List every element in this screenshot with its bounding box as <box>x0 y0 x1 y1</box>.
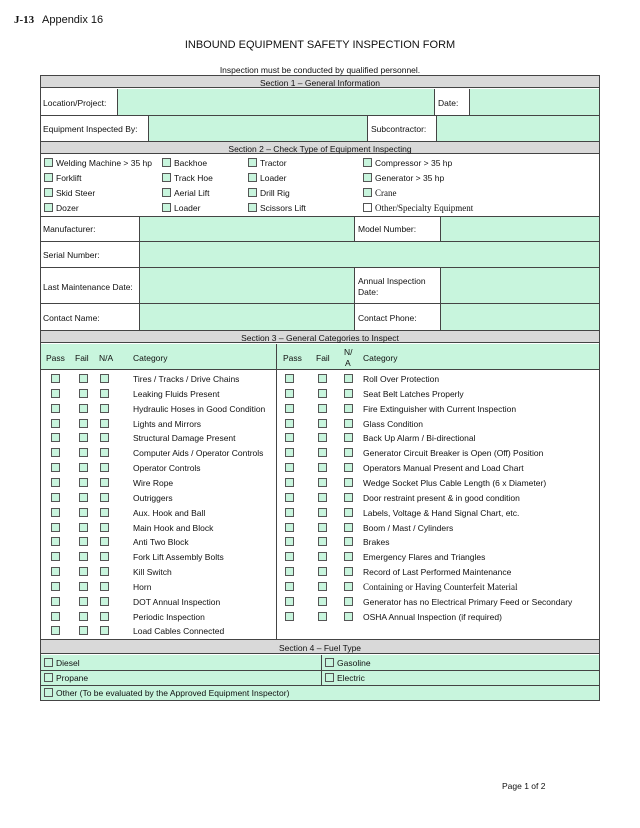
na-checkbox[interactable] <box>344 552 353 561</box>
row-divider <box>41 685 599 686</box>
pass-checkbox[interactable] <box>51 433 60 442</box>
inspection-category-label: Glass Condition <box>363 418 424 429</box>
loader-checkbox[interactable] <box>162 203 171 212</box>
pass-checkbox[interactable] <box>285 404 294 413</box>
welding-machine-checkbox[interactable] <box>44 158 53 167</box>
skid-steer-checkbox[interactable] <box>44 188 53 197</box>
na-checkbox[interactable] <box>344 389 353 398</box>
na-checkbox[interactable] <box>344 582 353 591</box>
na-checkbox[interactable] <box>100 404 109 413</box>
date-field[interactable] <box>469 89 599 115</box>
na-header: N/A <box>99 353 114 363</box>
na-checkbox[interactable] <box>344 508 353 517</box>
fail-checkbox[interactable] <box>318 523 327 532</box>
inspection-category-label: Periodic Inspection <box>133 611 205 622</box>
na-checkbox[interactable] <box>344 374 353 383</box>
na-checkbox[interactable] <box>100 478 109 487</box>
annual-inspection-label: Annual Inspection <box>358 276 426 286</box>
fail-checkbox[interactable] <box>79 463 88 472</box>
na-checkbox[interactable] <box>100 582 109 591</box>
inspection-category-label: Load Cables Connected <box>133 626 225 637</box>
pass-checkbox[interactable] <box>51 523 60 532</box>
na-checkbox[interactable] <box>100 537 109 546</box>
inspection-category-label: OSHA Annual Inspection (if required) <box>363 611 502 622</box>
inspection-category-label: Seat Belt Latches Properly <box>363 388 464 399</box>
scissors-lift-checkbox[interactable] <box>248 203 257 212</box>
fail-checkbox[interactable] <box>79 597 88 606</box>
location-label: Location/Project: <box>43 98 107 108</box>
pass-header-right: Pass <box>283 353 302 363</box>
inspection-category-label: Wire Rope <box>133 477 174 488</box>
compressor-checkbox[interactable] <box>363 158 372 167</box>
inspection-category-label: Fork Lift Assembly Bolts <box>133 552 224 563</box>
fail-checkbox[interactable] <box>79 478 88 487</box>
pass-checkbox[interactable] <box>285 419 294 428</box>
pass-checkbox[interactable] <box>51 508 60 517</box>
pass-checkbox[interactable] <box>285 508 294 517</box>
serial-number-label: Serial Number: <box>43 250 100 260</box>
fail-checkbox[interactable] <box>318 582 327 591</box>
equipment-type-label: Track Hoe <box>174 173 213 183</box>
equipment-type-label: Tractor <box>260 158 287 168</box>
annual-inspection-field[interactable] <box>440 268 599 303</box>
fail-checkbox[interactable] <box>79 493 88 502</box>
equipment-type-label: Backhoe <box>174 158 208 168</box>
pass-checkbox[interactable] <box>285 493 294 502</box>
contact-name-field[interactable] <box>139 304 355 330</box>
pass-checkbox[interactable] <box>285 433 294 442</box>
category-header: Category <box>133 353 168 363</box>
other-specialty-checkbox[interactable] <box>363 203 372 212</box>
na-checkbox[interactable] <box>344 597 353 606</box>
na-checkbox[interactable] <box>344 433 353 442</box>
form-code <box>14 15 34 25</box>
na-checkbox[interactable] <box>344 404 353 413</box>
date-label: Date: <box>438 98 459 108</box>
inspection-category-label: Anti Two Block <box>133 537 189 548</box>
na-checkbox[interactable] <box>344 537 353 546</box>
pass-checkbox[interactable] <box>285 552 294 561</box>
pass-checkbox[interactable] <box>285 389 294 398</box>
na-checkbox[interactable] <box>100 493 109 502</box>
fail-checkbox[interactable] <box>79 626 88 635</box>
na-checkbox[interactable] <box>344 463 353 472</box>
location-field[interactable] <box>117 89 435 115</box>
pass-checkbox[interactable] <box>285 463 294 472</box>
pass-checkbox[interactable] <box>51 612 60 621</box>
electric-checkbox[interactable] <box>325 673 334 682</box>
inspection-category-label: Lights and Mirrors <box>133 418 202 429</box>
equipment-type-label: Other/Specialty Equipment <box>375 203 474 213</box>
na-checkbox[interactable] <box>344 448 353 457</box>
generator-checkbox[interactable] <box>363 173 372 182</box>
page-number: Page 1 of 2 <box>502 781 546 791</box>
electric-label: Electric <box>337 673 365 683</box>
inspection-category-label: Horn <box>133 581 152 592</box>
inspection-category-label: Computer Aids / Operator Controls <box>133 448 264 459</box>
equipment-type-label: Aerial Lift <box>174 188 210 198</box>
pass-checkbox[interactable] <box>51 419 60 428</box>
fail-header: Fail <box>75 353 89 363</box>
loader-2-checkbox[interactable] <box>248 173 257 182</box>
inspection-category-label: Hydraulic Hoses in Good Condition <box>133 403 266 414</box>
inspection-category-label: Containing or Having Counterfeit Material <box>363 581 518 592</box>
fail-checkbox[interactable] <box>79 612 88 621</box>
inspection-category-label: Emergency Flares and Triangles <box>363 552 486 563</box>
pass-checkbox[interactable] <box>285 374 294 383</box>
section2-title: Section 2 – Check Type of Equipment Inspecting <box>228 144 412 154</box>
inspection-category-label: Wedge Socket Plus Cable Length (6 x Diameter) <box>363 477 547 488</box>
pass-checkbox[interactable] <box>51 478 60 487</box>
pass-checkbox[interactable] <box>51 448 60 457</box>
inspection-category-label: Generator has no Electrical Primary Feed or Secondary <box>363 596 573 607</box>
gasoline-label: Gasoline <box>337 658 371 668</box>
subcontractor-field[interactable] <box>436 116 599 141</box>
pass-header: Pass <box>46 353 65 363</box>
na-checkbox[interactable] <box>100 567 109 576</box>
pass-checkbox[interactable] <box>285 567 294 576</box>
equipment-type-label: Loader <box>174 203 201 213</box>
pass-checkbox[interactable] <box>51 626 60 635</box>
na-checkbox[interactable] <box>100 612 109 621</box>
inspection-category-label: Structural Damage Present <box>133 433 236 444</box>
manufacturer-field[interactable] <box>139 217 355 241</box>
equipment-type-label: Compressor > 35 hp <box>375 158 453 168</box>
pass-checkbox[interactable] <box>285 523 294 532</box>
fail-checkbox[interactable] <box>79 389 88 398</box>
last-maintenance-field[interactable] <box>139 268 355 303</box>
pass-checkbox[interactable] <box>51 537 60 546</box>
pass-checkbox[interactable] <box>285 448 294 457</box>
manufacturer-label: Manufacturer: <box>43 224 96 234</box>
qualified-note: Inspection must be conducted by qualified personnel. <box>219 65 421 75</box>
inspection-category-label: Brakes <box>363 537 390 548</box>
na-checkbox[interactable] <box>344 612 353 621</box>
fail-checkbox[interactable] <box>79 419 88 428</box>
equipment-inspected-field[interactable] <box>148 116 368 141</box>
na-checkbox[interactable] <box>344 523 353 532</box>
inspection-category-label: Main Hook and Block <box>133 522 214 533</box>
fail-checkbox[interactable] <box>318 433 327 442</box>
na-checkbox[interactable] <box>100 419 109 428</box>
fail-checkbox[interactable] <box>318 612 327 621</box>
equipment-inspected-label: Equipment Inspected By: <box>43 124 138 134</box>
annual-inspection-label-date: Date: <box>358 287 379 297</box>
fail-checkbox[interactable] <box>318 404 327 413</box>
equipment-type-label: Drill Rig <box>260 188 290 198</box>
equipment-type-label: Welding Machine > 35 hp <box>56 158 153 168</box>
na-checkbox[interactable] <box>100 374 109 383</box>
form-code-text: J-13 <box>14 14 35 26</box>
pass-checkbox[interactable] <box>285 537 294 546</box>
fail-checkbox[interactable] <box>318 567 327 576</box>
fail-checkbox[interactable] <box>79 508 88 517</box>
other-fuel-checkbox[interactable] <box>44 688 53 697</box>
row-divider <box>41 670 599 671</box>
fail-checkbox[interactable] <box>318 552 327 561</box>
pass-checkbox[interactable] <box>285 597 294 606</box>
dozer-checkbox[interactable] <box>44 203 53 212</box>
pass-checkbox[interactable] <box>51 567 60 576</box>
pass-checkbox[interactable] <box>51 552 60 561</box>
na-checkbox[interactable] <box>100 552 109 561</box>
equipment-type-label: Skid Steer <box>56 188 96 198</box>
section3-column-divider <box>276 344 277 639</box>
model-number-label: Model Number: <box>358 224 417 234</box>
fuel-column-divider <box>321 655 322 685</box>
fail-checkbox[interactable] <box>318 597 327 606</box>
na-header-right-top: N/ <box>344 347 353 357</box>
contact-name-label: Contact Name: <box>43 313 100 323</box>
pass-checkbox[interactable] <box>51 493 60 502</box>
gasoline-checkbox[interactable] <box>325 658 334 667</box>
na-checkbox[interactable] <box>344 419 353 428</box>
category-header-right: Category <box>363 353 398 363</box>
na-checkbox[interactable] <box>100 463 109 472</box>
inspection-category-label: Record of Last Performed Maintenance <box>363 567 512 578</box>
pass-checkbox[interactable] <box>51 404 60 413</box>
diesel-checkbox[interactable] <box>44 658 53 667</box>
inspection-category-label: Operator Controls <box>133 463 201 474</box>
inspection-category-label: Tires / Tracks / Drive Chains <box>133 374 240 384</box>
inspection-category-label: Leaking Fluids Present <box>133 388 220 399</box>
fail-checkbox[interactable] <box>318 419 327 428</box>
fail-checkbox[interactable] <box>79 448 88 457</box>
serial-number-field[interactable] <box>139 242 599 267</box>
backhoe-checkbox[interactable] <box>162 158 171 167</box>
section1-title: Section 1 – General Information <box>259 78 380 88</box>
fail-checkbox[interactable] <box>79 582 88 591</box>
pass-checkbox[interactable] <box>51 463 60 472</box>
inspection-category-label: Roll Over Protection <box>363 374 440 384</box>
fail-checkbox[interactable] <box>318 448 327 457</box>
model-number-field[interactable] <box>440 217 599 241</box>
na-checkbox[interactable] <box>344 478 353 487</box>
inspection-category-label: Door restraint present & in good condition <box>363 492 520 503</box>
appendix-label: Appendix 16 <box>42 14 104 26</box>
inspection-category-label: Back Up Alarm / Bi-directional <box>363 433 476 444</box>
inspection-category-label: Outriggers <box>133 492 173 503</box>
fail-checkbox[interactable] <box>79 567 88 576</box>
propane-checkbox[interactable] <box>44 673 53 682</box>
form-title: INBOUND EQUIPMENT SAFETY INSPECTION FORM <box>184 39 456 51</box>
fail-checkbox[interactable] <box>79 404 88 413</box>
aerial-lift-checkbox[interactable] <box>162 188 171 197</box>
fail-checkbox[interactable] <box>79 552 88 561</box>
na-checkbox[interactable] <box>100 523 109 532</box>
fail-checkbox[interactable] <box>318 463 327 472</box>
na-checkbox[interactable] <box>344 567 353 576</box>
last-maintenance-label: Last Maintenance Date: <box>43 282 133 292</box>
pass-checkbox[interactable] <box>285 582 294 591</box>
fail-checkbox[interactable] <box>318 389 327 398</box>
track-hoe-checkbox[interactable] <box>162 173 171 182</box>
inspection-category-label: Aux. Hook and Ball <box>133 507 206 518</box>
inspection-category-label: Kill Switch <box>133 567 172 578</box>
fail-checkbox[interactable] <box>79 433 88 442</box>
inspection-category-label: Fire Extinguisher with Current Inspection <box>363 403 517 414</box>
tractor-checkbox[interactable] <box>248 158 257 167</box>
forklift-checkbox[interactable] <box>44 173 53 182</box>
fail-checkbox[interactable] <box>318 374 327 383</box>
propane-label: Propane <box>56 673 89 683</box>
fail-checkbox[interactable] <box>79 523 88 532</box>
fail-checkbox[interactable] <box>318 478 327 487</box>
fail-checkbox[interactable] <box>318 537 327 546</box>
pass-checkbox[interactable] <box>51 597 60 606</box>
fail-checkbox[interactable] <box>318 493 327 502</box>
section4-title: Section 4 – Fuel Type <box>278 643 362 653</box>
inspection-category-label: DOT Annual Inspection <box>133 596 221 607</box>
contact-phone-label: Contact Phone: <box>358 313 417 323</box>
inspection-category-label: Operators Manual Present and Load Chart <box>363 463 524 474</box>
pass-checkbox[interactable] <box>285 612 294 621</box>
na-checkbox[interactable] <box>100 448 109 457</box>
na-checkbox[interactable] <box>100 389 109 398</box>
inspection-category-label: Labels, Voltage & Hand Signal Chart, etc. <box>363 507 520 518</box>
na-checkbox[interactable] <box>344 493 353 502</box>
fail-checkbox[interactable] <box>318 508 327 517</box>
inspection-category-label: Generator Circuit Breaker is Open (Off) Position <box>363 448 544 459</box>
subcontractor-label: Subcontractor: <box>371 124 427 134</box>
na-header-right-bottom: A <box>345 358 351 368</box>
fail-checkbox[interactable] <box>79 374 88 383</box>
equipment-type-label: Loader <box>260 173 287 183</box>
pass-checkbox[interactable] <box>51 582 60 591</box>
na-checkbox[interactable] <box>100 508 109 517</box>
na-checkbox[interactable] <box>100 626 109 635</box>
section3-title: Section 3 – General Categories to Inspect <box>241 333 399 343</box>
contact-phone-field[interactable] <box>440 304 599 330</box>
drill-rig-checkbox[interactable] <box>248 188 257 197</box>
pass-checkbox[interactable] <box>51 374 60 383</box>
equipment-type-label: Dozer <box>56 203 79 213</box>
equipment-type-label: Forklift <box>56 173 82 183</box>
inspection-category-label: Boom / Mast / Cylinders <box>363 522 454 533</box>
equipment-type-label: Scissors Lift <box>260 203 306 213</box>
diesel-label: Diesel <box>56 658 80 668</box>
fail-checkbox[interactable] <box>79 537 88 546</box>
equipment-type-label: Crane <box>375 188 397 198</box>
crane-checkbox[interactable] <box>363 188 372 197</box>
pass-checkbox[interactable] <box>51 389 60 398</box>
equipment-type-label: Generator > 35 hp <box>375 173 445 183</box>
other-fuel-label: Other (To be evaluated by the Approved Equipment Inspector) <box>56 688 290 698</box>
pass-checkbox[interactable] <box>285 478 294 487</box>
na-checkbox[interactable] <box>100 597 109 606</box>
fail-header-right: Fail <box>316 353 330 363</box>
na-checkbox[interactable] <box>100 433 109 442</box>
